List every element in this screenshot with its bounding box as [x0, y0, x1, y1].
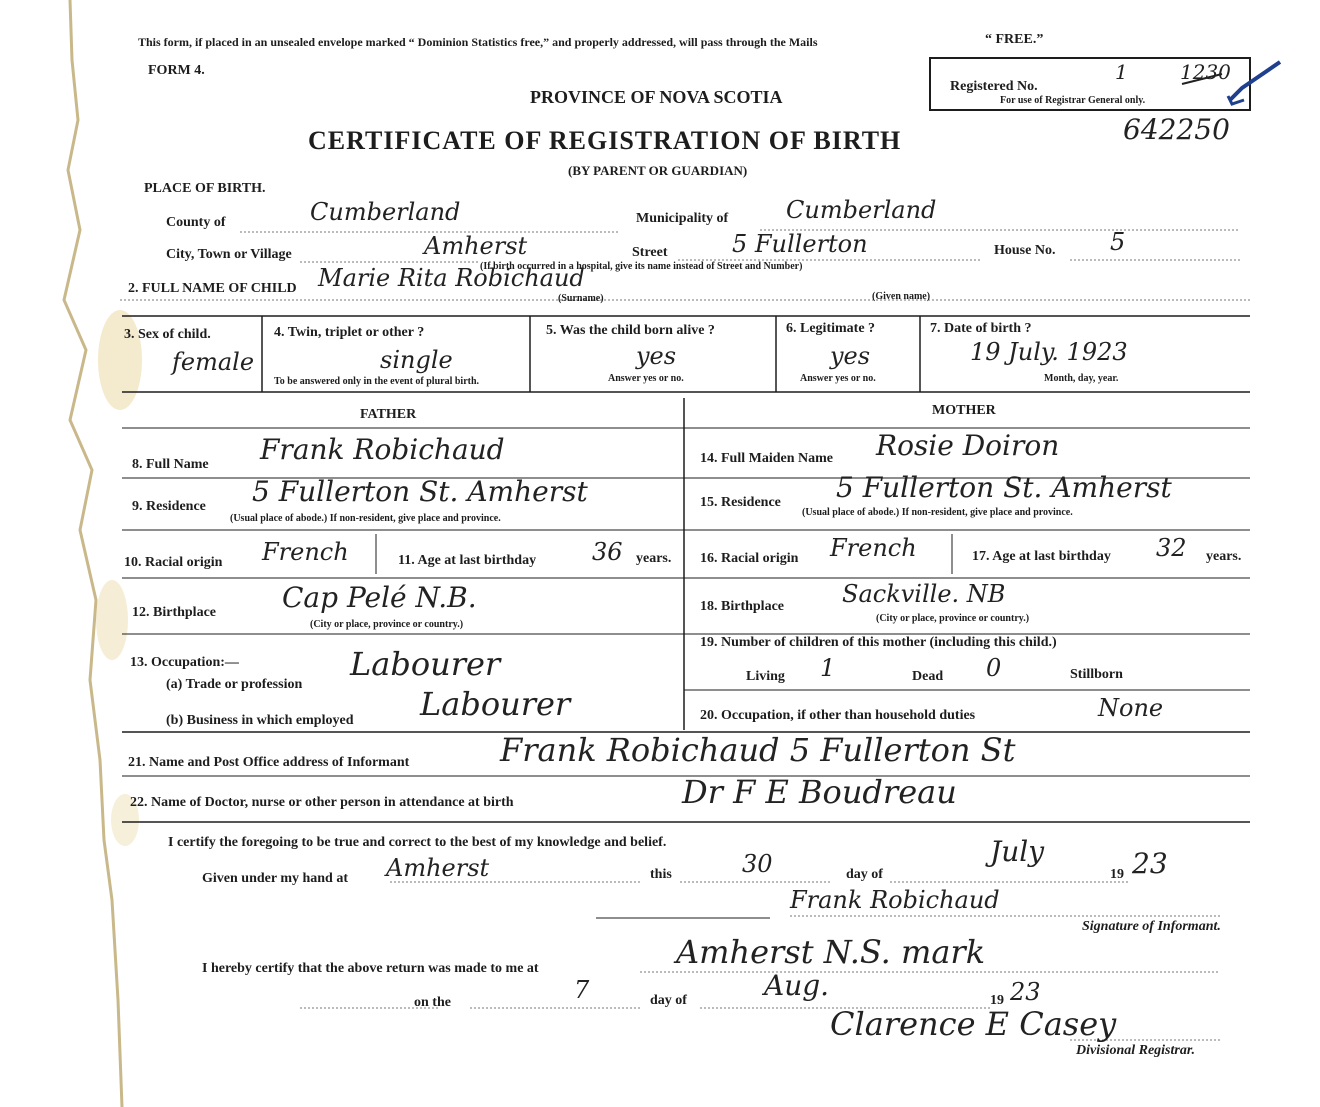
alive-value: yes: [636, 342, 677, 370]
legitimate-label: 6. Legitimate ?: [786, 321, 876, 336]
mother-birthplace-label: 18. Birthplace: [700, 599, 784, 614]
alive-note: Answer yes or no.: [608, 373, 684, 384]
living-label: Living: [746, 669, 785, 684]
trade-label: (a) Trade or profession: [166, 677, 303, 692]
mother-heading: MOTHER: [932, 403, 996, 418]
registrar-label: Divisional Registrar.: [1076, 1043, 1196, 1058]
legitimate-value: yes: [830, 342, 871, 370]
street-label: Street: [632, 245, 668, 260]
father-birthplace-value: Cap Pelé N.B.: [282, 581, 477, 614]
form-number: FORM 4.: [148, 63, 205, 78]
day-of-label: day of: [846, 867, 883, 882]
mother-name-value: Rosie Doiron: [876, 429, 1060, 462]
sex-label: 3. Sex of child.: [124, 327, 211, 342]
registered-note: For use of Registrar General only.: [1000, 95, 1146, 106]
twin-note: To be answered only in the event of plural birth.: [274, 376, 480, 387]
mother-residence-value: 5 Fullerton St. Amherst: [836, 471, 1172, 504]
mother-racial-value: French: [830, 534, 917, 562]
father-age-value: 36: [592, 538, 623, 566]
house-value: 5: [1110, 228, 1126, 256]
mother-age-unit: years.: [1206, 549, 1242, 564]
twin-value: single: [380, 346, 453, 374]
mother-residence-note: (Usual place of abode.) If non-resident, give place and province.: [802, 507, 1073, 518]
registrar-year-prefix: 19: [990, 993, 1004, 1008]
registrar-day-of-label: day of: [650, 993, 687, 1008]
mother-birthplace-note: (City or place, province or country.): [876, 613, 1030, 624]
county-label: County of: [166, 215, 226, 230]
house-label: House No.: [994, 243, 1056, 258]
informant-label: 21. Name and Post Office address of Informant: [128, 755, 410, 770]
father-heading: FATHER: [360, 407, 417, 422]
given-name-note: (Given name): [872, 291, 931, 302]
dead-label: Dead: [912, 669, 944, 684]
alive-label: 5. Was the child born alive ?: [546, 323, 715, 338]
city-label: City, Town or Village: [166, 247, 292, 262]
page-title: CERTIFICATE OF REGISTRATION OF BIRTH: [308, 126, 902, 155]
registrar-month: Aug.: [764, 969, 830, 1002]
registrar-year: 23: [1010, 978, 1041, 1006]
father-birthplace-note: (City or place, province or country.): [310, 619, 464, 630]
registered-label: Registered No.: [950, 79, 1038, 94]
given-year-prefix: 19: [1110, 867, 1124, 882]
registrar-signature: Clarence E Casey: [830, 1005, 1117, 1043]
dob-value: 19 July. 1923: [970, 338, 1128, 366]
municipality-value: Cumberland: [786, 196, 937, 224]
postal-notice: This form, if placed in an unsealed envelope marked “ Dominion Statistics free,” and properly addressed, will pass through the Mails: [138, 35, 818, 49]
dob-note: Month, day, year.: [1044, 373, 1119, 384]
child-name-value: Marie Rita Robichaud: [318, 264, 585, 292]
legitimate-note: Answer yes or no.: [800, 373, 876, 384]
father-birthplace-label: 12. Birthplace: [132, 605, 216, 620]
trade-value: Labourer: [350, 645, 501, 683]
given-label: Given under my hand at: [202, 871, 348, 886]
registrar-day: 7: [574, 976, 590, 1004]
given-month: July: [990, 835, 1045, 868]
signature-label: Signature of Informant.: [1082, 919, 1221, 934]
informant-value: Frank Robichaud 5 Fullerton St: [500, 731, 1016, 769]
mother-racial-label: 16. Racial origin: [700, 551, 799, 566]
street-value: 5 Fullerton: [732, 230, 868, 258]
province-heading: PROVINCE OF NOVA SCOTIA: [530, 87, 783, 107]
father-age-unit: years.: [636, 551, 672, 566]
dob-label: 7. Date of birth ?: [930, 321, 1032, 336]
business-label: (b) Business in which employed: [166, 713, 354, 728]
street-note: (If birth occurred in a hospital, give its name instead of Street and Number): [480, 261, 803, 272]
child-name-label: 2. FULL NAME OF CHILD: [128, 281, 297, 296]
certificate-number: 642250: [1123, 113, 1230, 146]
dead-value: 0: [986, 654, 1002, 682]
father-name-label: 8. Full Name: [132, 457, 209, 472]
mother-name-label: 14. Full Maiden Name: [700, 451, 833, 466]
doctor-label: 22. Name of Doctor, nurse or other person in attendance at birth: [130, 795, 514, 810]
this-label: this: [650, 867, 672, 882]
certification-statement: I certify the foregoing to be true and correct to the best of my knowledge and belief.: [168, 835, 667, 850]
father-residence-note: (Usual place of abode.) If non-resident, give place and province.: [230, 513, 501, 524]
mother-age-label: 17. Age at last birthday: [972, 549, 1111, 564]
doctor-value: Dr F E Boudreau: [682, 773, 957, 811]
mother-age-value: 32: [1156, 534, 1187, 562]
father-age-label: 11. Age at last birthday: [398, 553, 537, 568]
mother-occupation-label: 20. Occupation, if other than household duties: [700, 708, 976, 723]
on-the-label: on the: [414, 995, 451, 1010]
postal-free: “ FREE.”: [985, 32, 1044, 47]
given-place: Amherst: [386, 854, 490, 882]
children-count-label: 19. Number of children of this mother (including this child.): [700, 635, 1057, 650]
city-value: Amherst: [424, 232, 528, 260]
municipality-label: Municipality of: [636, 211, 729, 226]
registered-value: 1: [1115, 60, 1128, 84]
page-subtitle: (BY PARENT OR GUARDIAN): [568, 163, 748, 178]
given-day: 30: [742, 850, 773, 878]
living-value: 1: [820, 654, 836, 682]
sex-value: female: [172, 348, 255, 376]
mother-birthplace-value: Sackville. NB: [842, 580, 1006, 608]
county-value: Cumberland: [310, 198, 461, 226]
informant-signature: Frank Robichaud: [790, 886, 1000, 914]
father-name-value: Frank Robichaud: [260, 433, 505, 466]
registrar-statement: I hereby certify that the above return was made to me at: [202, 961, 539, 976]
father-residence-value: 5 Fullerton St. Amherst: [252, 475, 588, 508]
occupation-label: 13. Occupation:—: [130, 655, 239, 670]
registrar-place: Amherst N.S. mark: [676, 933, 986, 971]
given-year: 23: [1132, 847, 1168, 880]
stillborn-label: Stillborn: [1070, 667, 1123, 682]
place-of-birth-heading: PLACE OF BIRTH.: [144, 181, 266, 196]
father-residence-label: 9. Residence: [132, 499, 206, 514]
father-racial-label: 10. Racial origin: [124, 555, 223, 570]
father-racial-value: French: [262, 538, 349, 566]
mother-occupation-value: None: [1098, 694, 1164, 722]
surname-note: (Surname): [558, 293, 604, 304]
mother-residence-label: 15. Residence: [700, 495, 781, 510]
twin-label: 4. Twin, triplet or other ?: [274, 325, 425, 340]
registered-struck: 1230: [1180, 60, 1231, 84]
business-value: Labourer: [420, 685, 571, 723]
